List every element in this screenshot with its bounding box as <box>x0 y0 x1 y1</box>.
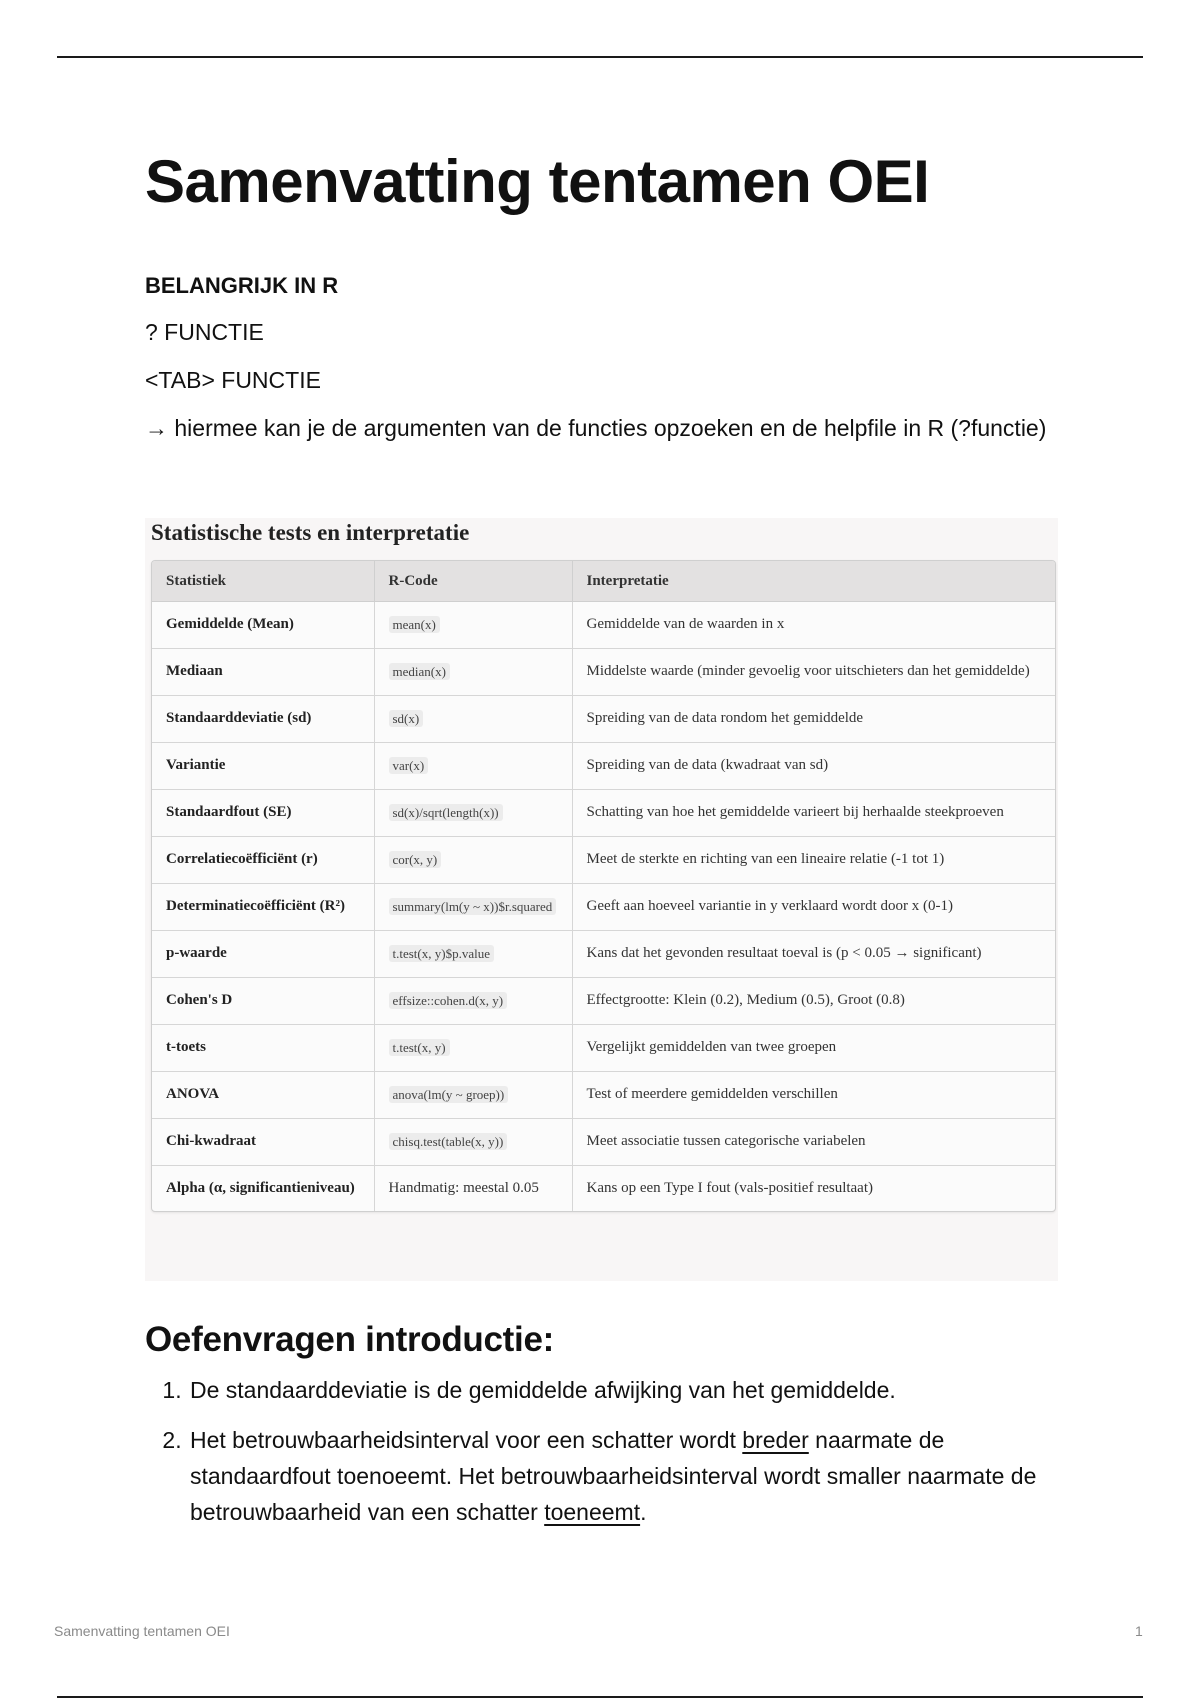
code-snippet: t.test(x, y)$p.value <box>389 945 494 962</box>
code-snippet: anova(lm(y ~ groep)) <box>389 1086 509 1103</box>
cell-code <box>374 790 572 837</box>
table-row <box>152 978 1055 1025</box>
table-row <box>152 1119 1055 1166</box>
table-row <box>152 602 1055 649</box>
page-number: 1 <box>1135 1623 1143 1639</box>
exercises-heading: Oefenvragen introductie: <box>145 1320 554 1359</box>
cell-interp: Middelste waarde (minder gevoelig voor uitschieters dan het gemiddelde) <box>572 649 1055 696</box>
cell-code <box>374 931 572 978</box>
line-explanation: → hiermee kan je de argumenten van de functies opzoeken en de helpfile in R (?functie) <box>145 415 1047 441</box>
cell-stat: Standaarddeviatie (sd) <box>152 696 374 743</box>
cell-code <box>374 743 572 790</box>
code-snippet: sd(x)/sqrt(length(x)) <box>389 804 503 821</box>
table-row <box>152 1025 1055 1072</box>
cell-code <box>374 1119 572 1166</box>
embedded-table-image <box>145 518 1058 1281</box>
table-row <box>152 1072 1055 1119</box>
code-snippet: sd(x) <box>389 710 424 727</box>
question-2-part3: . <box>640 1499 647 1525</box>
table-title: Statistische tests en interpretatie <box>151 520 470 545</box>
cell-interp: Meet de sterkte en richting van een lineaire relatie (-1 tot 1) <box>572 837 1055 884</box>
cell-stat: Variantie <box>152 743 374 790</box>
cell-stat: Gemiddelde (Mean) <box>152 602 374 649</box>
header-r-code: R-Code <box>374 561 572 602</box>
document-body <box>145 140 1060 446</box>
cell-stat: Mediaan <box>152 649 374 696</box>
cell-interp: Effectgrootte: Klein (0.2), Medium (0.5), Groot (0.8) <box>572 978 1055 1025</box>
list-item <box>188 1372 1088 1408</box>
cell-stat: Chi-kwadraat <box>152 1119 374 1166</box>
cell-stat: t-toets <box>152 1025 374 1072</box>
cell-stat: Standaardfout (SE) <box>152 790 374 837</box>
cell-interp: Meet associatie tussen categorische variabelen <box>572 1119 1055 1166</box>
table-row <box>152 1166 1055 1212</box>
top-rule <box>57 56 1143 58</box>
cell-stat: Cohen's D <box>152 978 374 1025</box>
table-row <box>152 649 1055 696</box>
cell-stat: Correlatiecoëfficiënt (r) <box>152 837 374 884</box>
code-snippet: t.test(x, y) <box>389 1039 450 1056</box>
cell-interp: Spreiding van de data (kwadraat van sd) <box>572 743 1055 790</box>
line-tab-function: <TAB> FUNCTIE <box>145 367 321 393</box>
question-1-text: De standaarddeviatie is de gemiddelde afwijking van het gemiddelde. <box>190 1377 896 1403</box>
cell-interp: Spreiding van de data rondom het gemiddelde <box>572 696 1055 743</box>
stats-table <box>152 561 1055 1211</box>
question-2-part2: naarmate de standaardfout toenoeemt. Het betrouwbaarheidsinterval wordt smaller naarmate de betrouwbaarheid van een schatter <box>190 1427 1037 1525</box>
cell-code <box>374 1025 572 1072</box>
table-row <box>152 837 1055 884</box>
cell-interp: Gemiddelde van de waarden in x <box>572 602 1055 649</box>
cell-stat: p-waarde <box>152 931 374 978</box>
question-2-part1: Het betrouwbaarheidsinterval voor een schatter wordt <box>190 1427 743 1453</box>
cell-interp: Schatting van hoe het gemiddelde varieert bij herhaalde steekproeven <box>572 790 1055 837</box>
cell-interp: Geeft aan hoeveel variantie in y verklaard wordt door x (0-1) <box>572 884 1055 931</box>
footer-title: Samenvatting tentamen OEI <box>54 1623 230 1639</box>
line-help-function: ? FUNCTIE <box>145 319 264 345</box>
cell-code <box>374 978 572 1025</box>
underlined-word-toeneemt: toeneemt <box>544 1499 641 1525</box>
section-heading: BELANGRIJK IN R <box>145 273 339 298</box>
code-snippet: median(x) <box>389 663 450 680</box>
cell-code <box>374 696 572 743</box>
cell-interp: Test of meerdere gemiddelden verschillen <box>572 1072 1055 1119</box>
code-snippet: summary(lm(y ~ x))$r.squared <box>389 898 557 915</box>
cell-code <box>374 1166 572 1212</box>
bottom-rule <box>57 1696 1143 1698</box>
list-item <box>188 1422 1088 1530</box>
table-row <box>152 696 1055 743</box>
table-row <box>152 790 1055 837</box>
code-snippet: effsize::cohen.d(x, y) <box>389 992 508 1009</box>
page-title: Samenvatting tentamen OEI <box>145 148 930 215</box>
code-snippet: mean(x) <box>389 616 440 633</box>
exercise-list <box>145 1372 1088 1544</box>
underlined-word-breder: breder <box>742 1427 809 1453</box>
cell-code <box>374 1072 572 1119</box>
code-text: Handmatig: meestal 0.05 <box>388 1180 539 1196</box>
header-interpretatie: Interpretatie <box>572 561 1055 602</box>
table-row <box>152 743 1055 790</box>
code-snippet: chisq.test(table(x, y)) <box>389 1133 508 1150</box>
cell-interp: Kans dat het gevonden resultaat toeval is (p < 0.05 → significant) <box>572 931 1055 978</box>
cell-stat: Alpha (α, significantieniveau) <box>152 1166 374 1212</box>
cell-code <box>374 602 572 649</box>
table-row <box>152 884 1055 931</box>
cell-interp: Kans op een Type I fout (vals-positief resultaat) <box>586 1180 874 1196</box>
cell-code <box>374 884 572 931</box>
stats-table-wrapper <box>151 560 1056 1212</box>
cell-stat: Determinatiecoëfficiënt (R²) <box>152 884 374 931</box>
code-snippet: cor(x, y) <box>389 851 442 868</box>
table-row <box>152 931 1055 978</box>
table-header-row <box>152 561 1055 602</box>
cell-code <box>374 837 572 884</box>
header-statistiek: Statistiek <box>152 561 374 602</box>
cell-interp: Vergelijkt gemiddelden van twee groepen <box>572 1025 1055 1072</box>
cell-stat: ANOVA <box>152 1072 374 1119</box>
code-snippet: var(x) <box>389 757 429 774</box>
cell-code <box>374 649 572 696</box>
